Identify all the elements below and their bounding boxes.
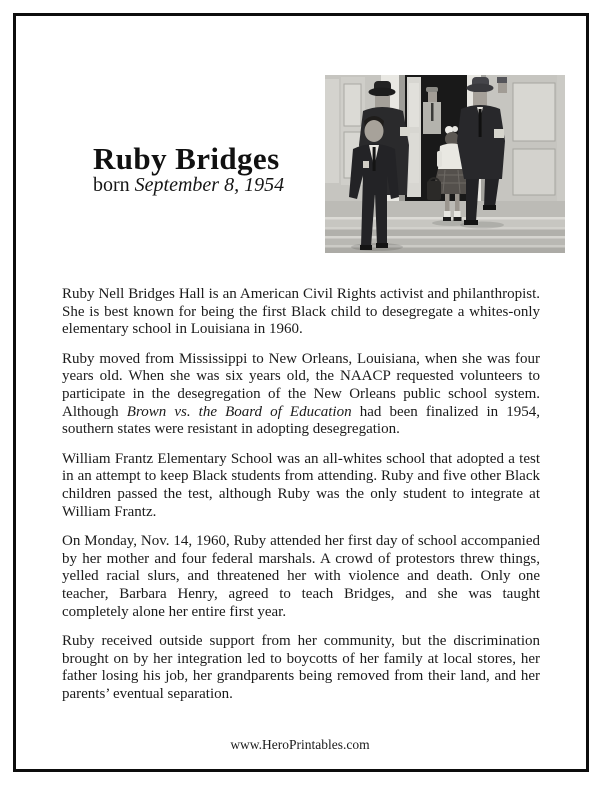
bio-paragraph-2-text-end: had been finalized in 1954, southern states were resistant in adopting desegregation.: [62, 403, 540, 438]
footer-website-url: www.HeroPrintables.com: [230, 737, 370, 752]
bio-paragraph-1: Ruby Nell Bridges Hall is an American Civil Rights activist and philanthropist. She is best known for being the first Black child to desegregate a whites-only elementary school in Louisiana in 1960.: [62, 286, 540, 338]
birth-date-line: [93, 174, 284, 197]
birth-date: September 8, 1954: [134, 174, 285, 196]
bio-paragraph-5: Ruby received outside support from her community, but the discrimination brought on by her integration led to boycotts of her family at local stores, her father losing his job, her grandparents being removed from their land, and her parents’ eventual separation.: [62, 633, 540, 702]
page-title: Ruby Bridges: [93, 140, 280, 176]
ruby-bridges-escort-photo: [325, 75, 565, 253]
bio-paragraph-2: [62, 351, 540, 439]
bio-paragraph-4: On Monday, Nov. 14, 1960, Ruby attended her first day of school accompanied by her mother and four federal marshals. A crowd of protestors threw things, yelled racial slurs, and threatened her with violence and death. Only one teacher, Barbara Henry, agreed to teach Bridges, and she was taught completely alone her entire first year.: [62, 533, 540, 620]
court-case-title: Brown vs. the Board of Education: [126, 403, 352, 420]
bio-paragraph-3: William Frantz Elementary School was an all-whites school that adopted a test in an attempt to keep Black students from attending. Ruby and five other Black children passed the test, although Ruby was the only student to integrate at William Frantz.: [62, 450, 540, 520]
background-man-face: [497, 77, 507, 93]
bio-paragraph-2-text: Ruby moved from Mississippi to New Orleans, Louisiana, when she was four years old. When she was six years old, the NAACP requested volunteers to participate in the desegregation of the New Orleans public school system. Although: [62, 350, 540, 420]
biography-text: [62, 286, 540, 715]
birth-date-prefix: born: [93, 174, 135, 196]
